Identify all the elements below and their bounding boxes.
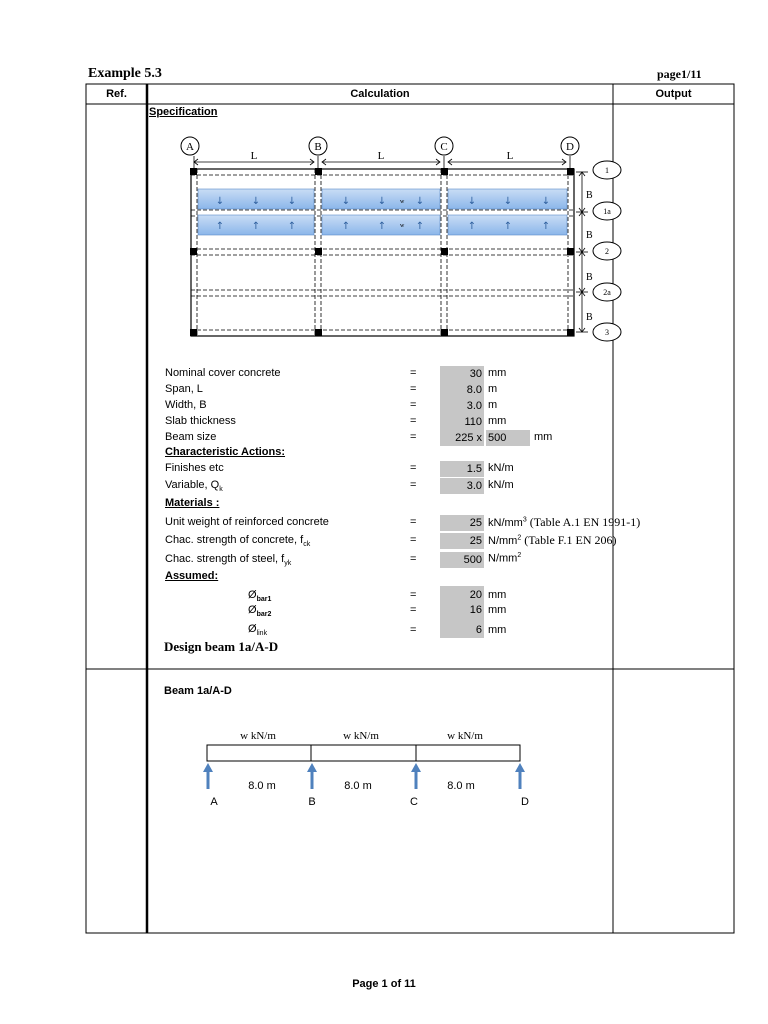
col-label-D: D bbox=[566, 141, 574, 153]
svg-text:↓: ↓ bbox=[287, 196, 297, 207]
equals-sign: = bbox=[410, 516, 417, 528]
finishes-value: 1.5 bbox=[440, 461, 484, 477]
span-label-3: L bbox=[506, 150, 514, 162]
link-unit: mm bbox=[488, 624, 507, 636]
materials-heading: Materials : bbox=[165, 497, 220, 509]
svg-text:↑: ↑ bbox=[287, 221, 297, 232]
svg-text:↓: ↓ bbox=[503, 196, 513, 207]
specification-heading: Specification bbox=[149, 106, 218, 118]
column-header-calculation: Calculation bbox=[350, 88, 410, 100]
svg-text:↓: ↓ bbox=[541, 196, 551, 207]
beam-size-h: 500 bbox=[486, 430, 530, 446]
svg-text:↓: ↓ bbox=[377, 196, 387, 207]
load-label-3: w kN/m bbox=[447, 730, 483, 742]
support-label-D: D bbox=[521, 796, 529, 808]
input-unit-slab: mm bbox=[488, 415, 507, 427]
bar1-unit: mm bbox=[488, 589, 507, 601]
svg-text:↑: ↑ bbox=[415, 221, 425, 232]
row-label-2a: 2a bbox=[603, 288, 611, 297]
input-unit-span: m bbox=[488, 383, 498, 395]
equals-sign: = bbox=[410, 534, 417, 546]
unit-weight-unit: $kN/mm^3$ (Table A.1 EN 1991-1) bbox=[488, 515, 641, 529]
equals-sign: = bbox=[410, 415, 417, 427]
support-label-A: A bbox=[210, 796, 218, 808]
input-value-cover: 30 bbox=[440, 366, 484, 382]
input-label-width: Width, B bbox=[165, 399, 207, 411]
svg-text:↑: ↑ bbox=[251, 221, 261, 232]
svg-text:↓: ↓ bbox=[467, 196, 477, 207]
column-header-ref: Ref. bbox=[106, 88, 127, 100]
fyk-value: 500 bbox=[440, 552, 484, 568]
svg-text:↑: ↑ bbox=[503, 221, 513, 232]
row-label-3: 3 bbox=[605, 328, 609, 337]
input-label-cover: Nominal cover concrete bbox=[165, 367, 281, 379]
input-value-slab: 110 bbox=[440, 414, 484, 430]
width-label-4: B bbox=[586, 312, 593, 323]
column-header-output: Output bbox=[655, 88, 692, 100]
equals-sign: = bbox=[410, 367, 417, 379]
variable-unit: kN/m bbox=[488, 479, 514, 491]
beam-title: Beam 1a/A-D bbox=[164, 685, 232, 697]
equals-sign: = bbox=[410, 553, 417, 565]
load-w2-label: w bbox=[400, 223, 405, 229]
equals-sign: = bbox=[410, 604, 417, 616]
col-label-B: B bbox=[314, 141, 322, 153]
span-length-3: 8.0 m bbox=[447, 780, 475, 792]
document-title: Example 5.3 bbox=[88, 66, 162, 81]
span-length-1: 8.0 m bbox=[248, 780, 276, 792]
assumed-heading: Assumed: bbox=[165, 570, 219, 582]
link-value: 6 bbox=[475, 624, 482, 636]
svg-text:↑: ↑ bbox=[467, 221, 477, 232]
load-label-1: w kN/m bbox=[240, 730, 276, 742]
span-length-2: 8.0 m bbox=[344, 780, 372, 792]
beam-size-b: 225 x bbox=[440, 430, 484, 446]
unit-weight-label: Unit weight of reinforced concrete bbox=[165, 516, 329, 528]
row-label-1: 1 bbox=[605, 166, 609, 175]
equals-sign: = bbox=[410, 479, 417, 491]
beam-size-unit: mm bbox=[534, 431, 553, 443]
equals-sign: = bbox=[410, 589, 417, 601]
variable-value: 3.0 bbox=[440, 478, 484, 494]
width-label-2: B bbox=[586, 230, 593, 241]
equals-sign: = bbox=[410, 431, 417, 443]
svg-text:↑: ↑ bbox=[215, 221, 225, 232]
support-label-B: B bbox=[308, 796, 316, 808]
input-label-slab: Slab thickness bbox=[165, 415, 236, 427]
load-label-2: w kN/m bbox=[343, 730, 379, 742]
svg-text:↓: ↓ bbox=[415, 196, 425, 207]
page-footer: Page 1 of 11 bbox=[352, 978, 416, 990]
equals-sign: = bbox=[410, 399, 417, 411]
svg-text:↓: ↓ bbox=[341, 196, 351, 207]
bar2-unit: mm bbox=[488, 604, 507, 616]
svg-text:↑: ↑ bbox=[541, 221, 551, 232]
svg-text:↑: ↑ bbox=[341, 221, 351, 232]
fck-label: Chac. strength of concrete, $f_{ck}$ bbox=[165, 534, 311, 549]
fyk-label: Chac. strength of steel, $f_{yk}$ bbox=[165, 553, 292, 568]
equals-sign: = bbox=[410, 624, 417, 636]
beam-diagram bbox=[180, 725, 560, 815]
finishes-label: Finishes etc bbox=[165, 462, 224, 474]
equals-sign: = bbox=[410, 462, 417, 474]
bar1-value: 20 bbox=[469, 589, 482, 601]
fck-unit: $N/mm^2$ (Table F.1 EN 206) bbox=[488, 533, 617, 547]
fyk-unit: $N/mm^2$ bbox=[488, 552, 522, 565]
col-label-C: C bbox=[440, 141, 448, 153]
variable-label: Variable, $Q_k$ bbox=[165, 479, 223, 494]
actions-heading: Characteristic Actions: bbox=[165, 446, 286, 458]
span-label-1: L bbox=[250, 150, 258, 162]
width-label-1: B bbox=[586, 190, 593, 201]
span-label-2: L bbox=[377, 150, 385, 162]
finishes-unit: kN/m bbox=[488, 462, 514, 474]
equals-sign: = bbox=[410, 383, 417, 395]
support-label-C: C bbox=[410, 796, 418, 808]
svg-text:↓: ↓ bbox=[215, 196, 225, 207]
input-value-width: 3.0 bbox=[440, 398, 484, 414]
fck-value: 25 bbox=[440, 533, 484, 549]
row-label-1a: 1a bbox=[603, 207, 611, 216]
bar2-value: 16 bbox=[469, 604, 482, 616]
input-label-span: Span, L bbox=[165, 383, 203, 395]
beam-size-label: Beam size bbox=[165, 431, 217, 443]
input-unit-cover: mm bbox=[488, 367, 507, 379]
svg-text:↓: ↓ bbox=[251, 196, 261, 207]
floor-plan-diagram bbox=[170, 132, 630, 347]
input-unit-width: m bbox=[488, 399, 498, 411]
width-label-3: B bbox=[586, 272, 593, 283]
col-label-A: A bbox=[186, 141, 194, 153]
load-w1-label: w bbox=[400, 199, 405, 205]
bar2-label: $Ø_{bar2}$ bbox=[248, 604, 272, 619]
page-indicator: page1/11 bbox=[657, 67, 702, 81]
input-value-span: 8.0 bbox=[440, 382, 484, 398]
unit-weight-value: 25 bbox=[440, 515, 484, 531]
link-label: $Ø_{link}$ bbox=[248, 623, 268, 638]
row-label-2: 2 bbox=[605, 247, 609, 256]
design-heading: Design beam 1a/A-D bbox=[164, 639, 279, 654]
bar1-label: $Ø_{bar1}$ bbox=[248, 589, 272, 604]
svg-text:↑: ↑ bbox=[377, 221, 387, 232]
